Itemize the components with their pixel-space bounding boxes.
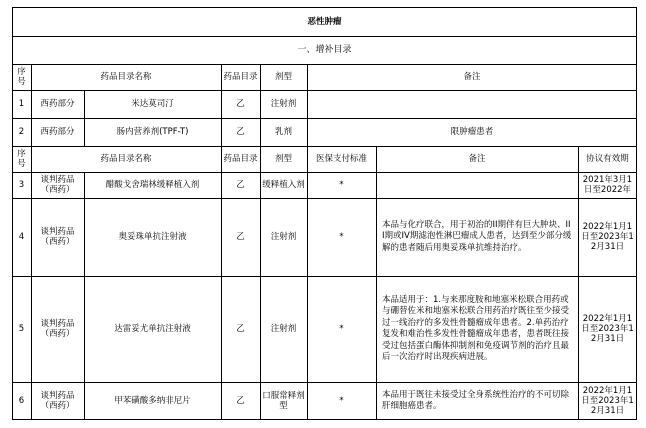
table-row-5-standard: * <box>339 324 344 334</box>
table-row-1-no: 1 <box>18 99 25 109</box>
table-row-3-type: 谈判药品（西药） <box>40 175 75 195</box>
table-row-2-notes: 限肿瘤患者 <box>450 127 494 137</box>
table-row-4-type: 谈判药品（西药） <box>40 227 75 247</box>
table-row-2-category: 乙 <box>236 127 245 137</box>
table-row-4-form: 注射剂 <box>270 232 297 242</box>
table-row-6-validity: 2022年1月1日至2023年12月31日 <box>581 386 634 416</box>
table-row-5-name: 达雷妥尤单抗注射液 <box>114 324 191 334</box>
t1-header-notes: 备注 <box>463 72 481 82</box>
table-row-4-validity: 2022年1月1日至2023年12月31日 <box>581 222 634 252</box>
table-row-3-validity: 2021年3月1日至2022年 <box>582 175 633 195</box>
drug-catalog-sheet <box>12 7 637 420</box>
table-row-1-form: 注射剂 <box>270 99 297 109</box>
t2-header-name: 药品目录名称 <box>100 154 152 164</box>
table-row-1-type: 西药部分 <box>40 99 75 109</box>
table-row-2-type: 西药部分 <box>40 127 75 137</box>
table-row-6-notes: 本品用于既往未接受过全身系统性治疗的不可切除肝细胞癌患者。 <box>382 389 570 411</box>
table-row-4-no: 4 <box>18 232 25 242</box>
t2-header-validity: 协议有效期 <box>586 154 629 164</box>
table-row-4-name: 奥妥珠单抗注射液 <box>118 232 187 242</box>
table-row-4-category: 乙 <box>236 232 245 242</box>
table-row-3-no: 3 <box>18 180 25 190</box>
table-row-6-standard: * <box>339 396 344 406</box>
t2-header-notes: 备注 <box>468 154 486 164</box>
sheet-title: 恶性肿瘤 <box>307 16 342 27</box>
table-row-3-form: 缓释植入剂 <box>262 180 305 190</box>
table-row-4-notes: 本品与化疗联合，用于初治的II期伴有巨大肿块、III期或IV期滤泡性淋巴瘤成人患者，达到至少部分缓解的患者随后用奥妥珠单抗维持治疗。 <box>382 219 572 253</box>
table-row-5-type: 谈判药品（西药） <box>40 319 75 339</box>
table-row-6-no: 6 <box>18 396 25 406</box>
table-row-5-form: 注射剂 <box>270 324 297 334</box>
table-row-1-name: 米达莫司汀 <box>131 99 174 109</box>
section-title: 一、增补目录 <box>297 45 352 55</box>
table-row-3-name: 醋酸戈舍瑞林缓释植入剂 <box>105 180 200 190</box>
t2-header-standard: 医保支付标准 <box>315 154 367 164</box>
table-row-3-notes <box>376 172 578 198</box>
t2-header-no: 序号 <box>17 149 26 169</box>
table-row-5-validity: 2022年1月1日至2023年12月31日 <box>581 314 634 344</box>
table-row-1-category: 乙 <box>236 99 245 109</box>
t2-header-form: 剂型 <box>274 154 292 164</box>
t1-header-no: 序号 <box>17 67 26 87</box>
table-row-5-no: 5 <box>18 324 25 334</box>
table-row-2-name: 肠内营养剂(TPF-T) <box>116 127 189 137</box>
table-row-2-no: 2 <box>18 127 25 137</box>
table-row-6-form: 口服常释剂型 <box>262 391 305 411</box>
t1-header-category: 药品目录 <box>223 72 258 82</box>
t2-header-category: 药品目录 <box>223 154 258 164</box>
table-row-6-type: 谈判药品（西药） <box>40 391 75 411</box>
table-row-6-name: 甲苯磺酸多纳非尼片 <box>114 396 191 406</box>
t1-header-name: 药品目录名称 <box>100 72 152 82</box>
table-row-6-category: 乙 <box>236 396 245 406</box>
table-row-1-notes <box>307 90 637 118</box>
table-row-5-notes: 本品适用于：1.与来那度胺和地塞米松联合用药或与硼替佐米和地塞米松联合用药治疗既往至少接受过一线治疗的多发性骨髓瘤成年患者。2.单药治疗复发和难治性多发性骨髓瘤成年患者，患者既往接受过包括蛋白酶体抑制剂和免疫调节剂的治疗且最后一次治疗时出现疾病进展。 <box>382 294 570 362</box>
table-row-4-standard: * <box>339 232 344 242</box>
table-row-3-category: 乙 <box>236 180 245 190</box>
table-row-3-standard: * <box>339 180 344 190</box>
table-row-5-category: 乙 <box>236 324 245 334</box>
table-row-2-form: 乳剂 <box>274 127 292 137</box>
t1-header-form: 剂型 <box>274 72 292 82</box>
